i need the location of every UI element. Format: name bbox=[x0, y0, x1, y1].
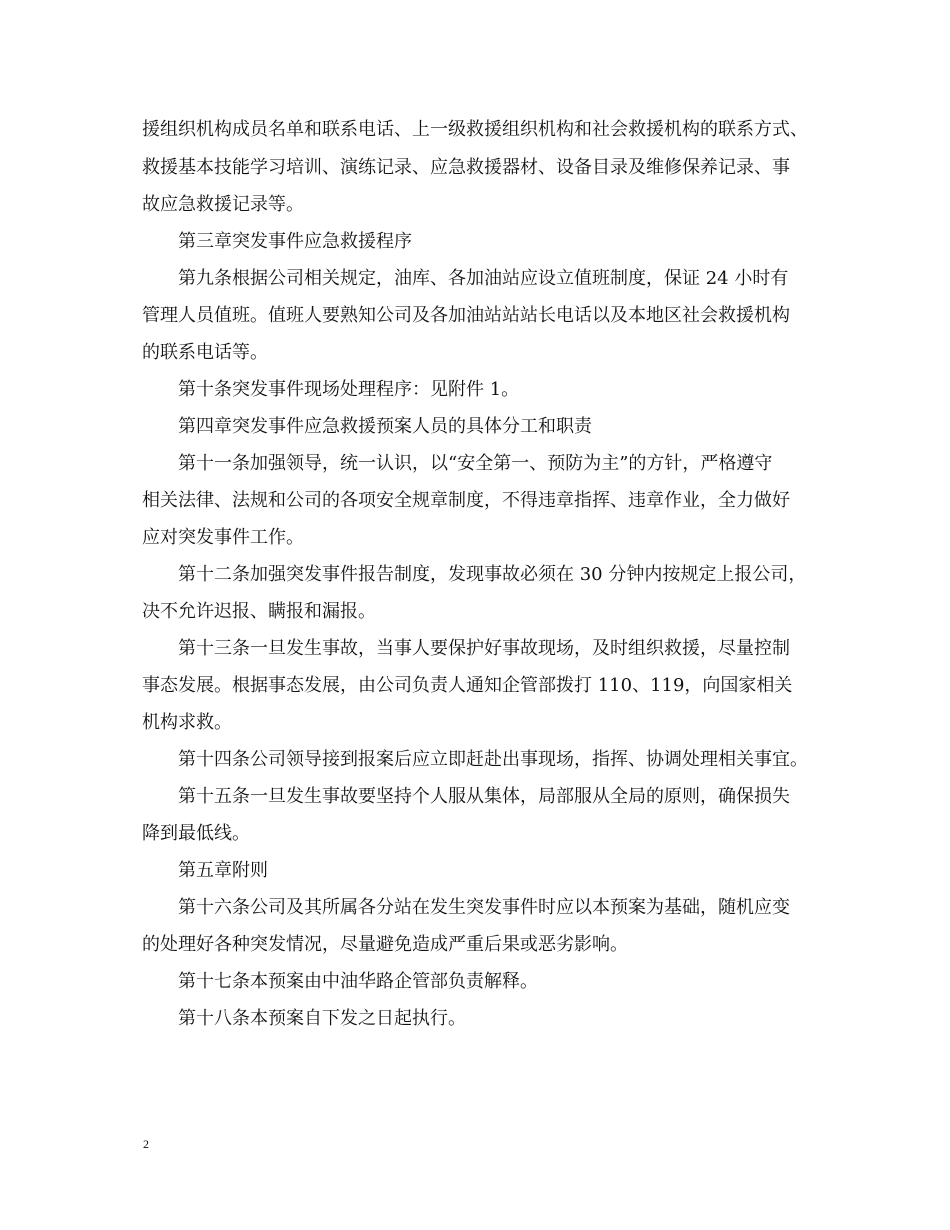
chapter-heading: 第五章附则 bbox=[178, 860, 268, 881]
text-line: 故应急救援记录等。 bbox=[142, 194, 304, 215]
chapter-heading: 第三章突发事件应急救援程序 bbox=[178, 231, 412, 252]
text-line: 援组织机构成员名单和联系电话、上一级救援组织机构和社会救援机构的联系方式、 bbox=[142, 119, 808, 140]
chapter-heading: 第四章突发事件应急救援预案人员的具体分工和职责 bbox=[178, 416, 592, 437]
text-line: 第十六条公司及其所属各分站在发生突发事件时应以本预案为基础，随机应变 bbox=[178, 897, 790, 918]
text-line: 相关法律、法规和公司的各项安全规章制度，不得违章指挥、违章作业，全力做好 bbox=[142, 490, 790, 511]
text-line: 事态发展。根据事态发展，由公司负责人通知企管部拨打 110、119，向国家相关 bbox=[142, 675, 793, 696]
text-line: 决不允许迟报、瞒报和漏报。 bbox=[142, 601, 376, 622]
text-line: 的处理好各种突发情况，尽量避免造成严重后果或恶劣影响。 bbox=[142, 934, 628, 955]
text-line: 第十八条本预案自下发之日起执行。 bbox=[178, 1008, 466, 1029]
text-line: 第九条根据公司相关规定，油库、各加油站应设立值班制度，保证 24 小时有 bbox=[178, 268, 789, 289]
text-line: 第十三条一旦发生事故，当事人要保护好事故现场，及时组织救援，尽量控制 bbox=[178, 638, 790, 659]
text-line: 第十一条加强领导，统一认识，以“安全第一、预防为主”的方针，严格遵守 bbox=[178, 453, 773, 474]
text-line: 第十五条一旦发生事故要坚持个人服从集体，局部服从全局的原则，确保损失 bbox=[178, 786, 790, 807]
text-line: 的联系电话等。 bbox=[142, 342, 268, 363]
text-line: 第十四条公司领导接到报案后应立即赶赴出事现场，指挥、协调处理相关事宜。 bbox=[178, 749, 808, 770]
text-line: 应对突发事件工作。 bbox=[142, 527, 304, 548]
page-number: 2 bbox=[143, 1137, 149, 1151]
text-line: 机构求救。 bbox=[142, 712, 232, 733]
text-line: 救援基本技能学习培训、演练记录、应急救援器材、设备目录及维修保养记录、事 bbox=[142, 157, 790, 178]
text-line: 第十七条本预案由中油华路企管部负责解释。 bbox=[178, 971, 538, 992]
text-line: 第十二条加强突发事件报告制度，发现事故必须在 30 分钟内按规定上报公司， bbox=[178, 564, 807, 585]
text-line: 第十条突发事件现场处理程序：见附件 1。 bbox=[178, 379, 520, 400]
text-line: 管理人员值班。值班人要熟知公司及各加油站站站长电话以及本地区社会救援机构 bbox=[142, 305, 790, 326]
text-line: 降到最低线。 bbox=[142, 823, 250, 844]
